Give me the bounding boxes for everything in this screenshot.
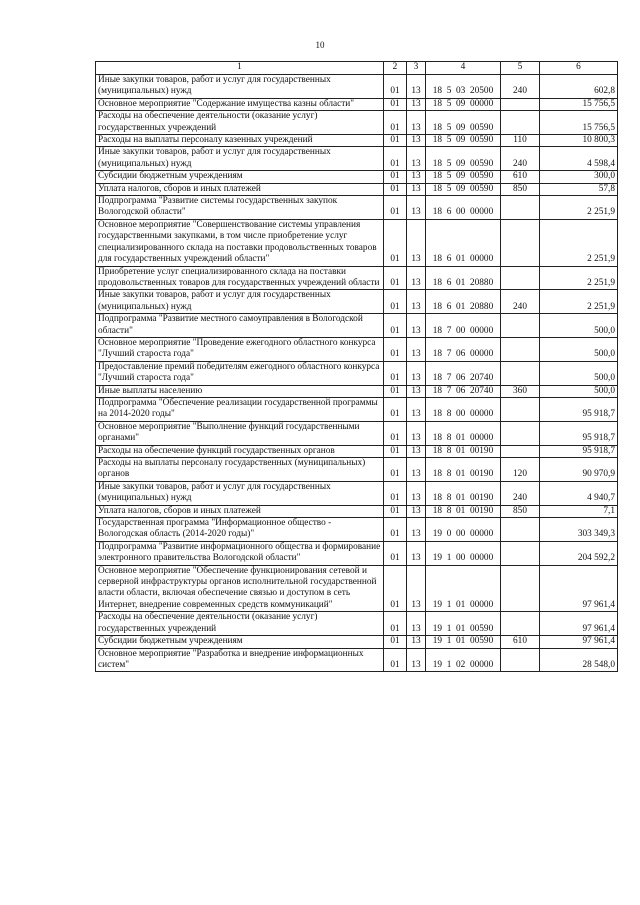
amount-cell: 97 961,4 (540, 612, 618, 636)
target-article-cell: 18 5 09 00590 (426, 135, 501, 147)
target-article-cell: 18 7 00 00000 (426, 314, 501, 338)
table-row (96, 397, 618, 421)
amount-cell: 95 918,7 (540, 397, 618, 421)
expense-type-cell (501, 518, 540, 542)
column-header: 1 (96, 62, 384, 75)
subsection-code-cell: 13 (407, 385, 426, 397)
table-row (96, 111, 618, 135)
target-article-cell: 18 5 09 00590 (426, 171, 501, 183)
expense-type-cell (501, 337, 540, 361)
amount-cell: 500,0 (540, 385, 618, 397)
subsection-code-cell: 13 (407, 648, 426, 672)
row-name-cell: Уплата налогов, сборов и иных платежей (96, 183, 384, 195)
subsection-code-cell: 13 (407, 98, 426, 110)
page-number: 10 (315, 40, 325, 50)
amount-cell: 204 592,2 (540, 541, 618, 565)
subsection-code-cell: 13 (407, 505, 426, 517)
row-name-cell: Иные закупки товаров, работ и услуг для государственных (муниципальных) нужд (96, 75, 384, 99)
expense-type-cell (501, 219, 540, 266)
expense-type-cell: 120 (501, 458, 540, 482)
section-code-cell: 01 (384, 337, 407, 361)
table-row (96, 445, 618, 457)
amount-cell: 4 598,4 (540, 147, 618, 171)
table-row (96, 361, 618, 385)
section-code-cell: 01 (384, 385, 407, 397)
subsection-code-cell: 13 (407, 397, 426, 421)
expense-type-cell: 240 (501, 147, 540, 171)
section-code-cell: 01 (384, 171, 407, 183)
expense-type-cell: 610 (501, 171, 540, 183)
row-name-cell: Иные закупки товаров, работ и услуг для государственных (муниципальных) нужд (96, 147, 384, 171)
subsection-code-cell: 13 (407, 337, 426, 361)
amount-cell: 57,8 (540, 183, 618, 195)
amount-cell: 4 940,7 (540, 481, 618, 505)
amount-cell: 2 251,9 (540, 196, 618, 220)
subsection-code-cell: 13 (407, 290, 426, 314)
row-name-cell: Расходы на обеспечение деятельности (оказание услуг) государственных учреждений (96, 111, 384, 135)
subsection-code-cell: 13 (407, 636, 426, 648)
target-article-cell: 18 8 00 00000 (426, 397, 501, 421)
table-row (96, 219, 618, 266)
amount-cell: 10 800,3 (540, 135, 618, 147)
row-name-cell: Государственная программа "Информационное общество - Вологодская область (2014-2020 годы)" (96, 518, 384, 542)
section-code-cell: 01 (384, 219, 407, 266)
table-row (96, 648, 618, 672)
column-header: 2 (384, 62, 407, 75)
amount-cell: 7,1 (540, 505, 618, 517)
budget-table (95, 61, 618, 672)
target-article-cell: 18 5 09 00590 (426, 147, 501, 171)
target-article-cell: 18 7 06 20740 (426, 385, 501, 397)
section-code-cell: 01 (384, 518, 407, 542)
table-row (96, 290, 618, 314)
subsection-code-cell: 13 (407, 518, 426, 542)
section-code-cell: 01 (384, 314, 407, 338)
row-name-cell: Подпрограмма "Обеспечение реализации государственной программы на 2014-2020 годы" (96, 397, 384, 421)
row-name-cell: Подпрограмма "Развитие информационного общества и формирование электронного правительства Вологодской области" (96, 541, 384, 565)
subsection-code-cell: 13 (407, 421, 426, 445)
subsection-code-cell: 13 (407, 266, 426, 290)
expense-type-cell: 240 (501, 75, 540, 99)
section-code-cell: 01 (384, 75, 407, 99)
table-row (96, 98, 618, 110)
target-article-cell: 18 5 09 00590 (426, 111, 501, 135)
table-row (96, 135, 618, 147)
row-name-cell: Субсидии бюджетным учреждениям (96, 636, 384, 648)
amount-cell: 95 918,7 (540, 421, 618, 445)
target-article-cell: 18 5 03 20500 (426, 75, 501, 99)
expense-type-cell (501, 98, 540, 110)
row-name-cell: Иные закупки товаров, работ и услуг для государственных (муниципальных) нужд (96, 481, 384, 505)
target-article-cell: 18 6 01 20880 (426, 266, 501, 290)
section-code-cell: 01 (384, 196, 407, 220)
section-code-cell: 01 (384, 481, 407, 505)
expense-type-cell: 240 (501, 481, 540, 505)
row-name-cell: Субсидии бюджетным учреждениям (96, 171, 384, 183)
row-name-cell: Основное мероприятие "Выполнение функций государственными органами" (96, 421, 384, 445)
row-name-cell: Подпрограмма "Развитие системы государственных закупок Вологодской области" (96, 196, 384, 220)
amount-cell: 2 251,9 (540, 290, 618, 314)
table-row (96, 266, 618, 290)
row-name-cell: Расходы на выплаты персоналу государственных (муниципальных) органов (96, 458, 384, 482)
section-code-cell: 01 (384, 636, 407, 648)
table-row (96, 314, 618, 338)
target-article-cell: 18 8 01 00190 (426, 445, 501, 457)
table-header-row (96, 62, 618, 75)
amount-cell: 95 918,7 (540, 445, 618, 457)
expense-type-cell (501, 397, 540, 421)
row-name-cell: Уплата налогов, сборов и иных платежей (96, 505, 384, 517)
row-name-cell: Основное мероприятие "Проведение ежегодного областного конкурса "Лучший староста года" (96, 337, 384, 361)
table-row (96, 196, 618, 220)
row-name-cell: Основное мероприятие "Содержание имущества казны области" (96, 98, 384, 110)
expense-type-cell: 850 (501, 183, 540, 195)
subsection-code-cell: 13 (407, 183, 426, 195)
row-name-cell: Приобретение услуг специализированного склада на поставки продовольственных товаров для государственных учреждений области (96, 266, 384, 290)
target-article-cell: 19 0 00 00000 (426, 518, 501, 542)
section-code-cell: 01 (384, 505, 407, 517)
table-row (96, 421, 618, 445)
expense-type-cell: 110 (501, 135, 540, 147)
target-article-cell: 18 7 06 00000 (426, 337, 501, 361)
section-code-cell: 01 (384, 445, 407, 457)
subsection-code-cell: 13 (407, 219, 426, 266)
expense-type-cell (501, 111, 540, 135)
amount-cell: 300,0 (540, 171, 618, 183)
target-article-cell: 18 8 01 00190 (426, 481, 501, 505)
expense-type-cell: 610 (501, 636, 540, 648)
row-name-cell: Основное мероприятие "Разработка и внедрение информационных систем" (96, 648, 384, 672)
target-article-cell: 18 8 01 00190 (426, 505, 501, 517)
target-article-cell: 18 7 06 20740 (426, 361, 501, 385)
table-row (96, 337, 618, 361)
row-name-cell: Расходы на обеспечение функций государственных органов (96, 445, 384, 457)
row-name-cell: Иные закупки товаров, работ и услуг для государственных (муниципальных) нужд (96, 290, 384, 314)
amount-cell: 90 970,9 (540, 458, 618, 482)
subsection-code-cell: 13 (407, 314, 426, 338)
section-code-cell: 01 (384, 397, 407, 421)
amount-cell: 602,8 (540, 75, 618, 99)
section-code-cell: 01 (384, 421, 407, 445)
row-name-cell: Расходы на выплаты персоналу казенных учреждений (96, 135, 384, 147)
target-article-cell: 18 5 09 00000 (426, 98, 501, 110)
subsection-code-cell: 13 (407, 481, 426, 505)
table-row (96, 481, 618, 505)
section-code-cell: 01 (384, 565, 407, 612)
target-article-cell: 19 1 01 00590 (426, 636, 501, 648)
subsection-code-cell: 13 (407, 196, 426, 220)
expense-type-cell: 360 (501, 385, 540, 397)
target-article-cell: 18 6 00 00000 (426, 196, 501, 220)
expense-type-cell (501, 361, 540, 385)
table-row (96, 541, 618, 565)
amount-cell: 2 251,9 (540, 266, 618, 290)
subsection-code-cell: 13 (407, 361, 426, 385)
target-article-cell: 18 6 01 00000 (426, 219, 501, 266)
amount-cell: 15 756,5 (540, 98, 618, 110)
subsection-code-cell: 13 (407, 458, 426, 482)
row-name-cell: Расходы на обеспечение деятельности (оказание услуг) государственных учреждений (96, 612, 384, 636)
row-name-cell: Основное мероприятие "Совершенствование системы управления государственными закупками, в том числе приобретение услуг специализированного склада на поставки продовольственных товаров для государственных учреждений области" (96, 219, 384, 266)
column-header: 4 (426, 62, 501, 75)
expense-type-cell (501, 648, 540, 672)
table-row (96, 171, 618, 183)
section-code-cell: 01 (384, 612, 407, 636)
expense-type-cell (501, 612, 540, 636)
column-header: 3 (407, 62, 426, 75)
expense-type-cell (501, 196, 540, 220)
target-article-cell: 19 1 01 00000 (426, 565, 501, 612)
section-code-cell: 01 (384, 183, 407, 195)
subsection-code-cell: 13 (407, 445, 426, 457)
expense-type-cell (501, 314, 540, 338)
amount-cell: 500,0 (540, 361, 618, 385)
amount-cell: 303 349,3 (540, 518, 618, 542)
target-article-cell: 18 8 01 00190 (426, 458, 501, 482)
row-name-cell: Подпрограмма "Развитие местного самоуправления в Вологодской области" (96, 314, 384, 338)
section-code-cell: 01 (384, 111, 407, 135)
table-row (96, 385, 618, 397)
subsection-code-cell: 13 (407, 75, 426, 99)
subsection-code-cell: 13 (407, 147, 426, 171)
target-article-cell: 19 1 02 00000 (426, 648, 501, 672)
table-row (96, 612, 618, 636)
amount-cell: 2 251,9 (540, 219, 618, 266)
section-code-cell: 01 (384, 541, 407, 565)
subsection-code-cell: 13 (407, 135, 426, 147)
amount-cell: 500,0 (540, 314, 618, 338)
table-row (96, 147, 618, 171)
table-row (96, 636, 618, 648)
amount-cell: 15 756,5 (540, 111, 618, 135)
expense-type-cell (501, 266, 540, 290)
subsection-code-cell: 13 (407, 612, 426, 636)
column-header: 6 (540, 62, 618, 75)
target-article-cell: 18 6 01 20880 (426, 290, 501, 314)
target-article-cell: 19 1 01 00590 (426, 612, 501, 636)
expense-type-cell (501, 565, 540, 612)
subsection-code-cell: 13 (407, 541, 426, 565)
expense-type-cell (501, 541, 540, 565)
row-name-cell: Предоставление премий победителям ежегодного областного конкурса "Лучший староста года" (96, 361, 384, 385)
amount-cell: 97 961,4 (540, 565, 618, 612)
section-code-cell: 01 (384, 458, 407, 482)
expense-type-cell (501, 421, 540, 445)
subsection-code-cell: 13 (407, 565, 426, 612)
section-code-cell: 01 (384, 135, 407, 147)
amount-cell: 28 548,0 (540, 648, 618, 672)
section-code-cell: 01 (384, 648, 407, 672)
amount-cell: 500,0 (540, 337, 618, 361)
row-name-cell: Основное мероприятие "Обеспечение функционирования сетевой и серверной инфраструктуры органов исполнительной государственной власти области, включая обеспечение связью и доступом в сеть Интернет, внедрение современных средств коммуникаций" (96, 565, 384, 612)
column-header: 5 (501, 62, 540, 75)
target-article-cell: 18 5 09 00590 (426, 183, 501, 195)
section-code-cell: 01 (384, 266, 407, 290)
table-body (96, 75, 618, 672)
target-article-cell: 18 8 01 00000 (426, 421, 501, 445)
expense-type-cell (501, 445, 540, 457)
section-code-cell: 01 (384, 147, 407, 171)
table-row (96, 183, 618, 195)
subsection-code-cell: 13 (407, 111, 426, 135)
amount-cell: 97 961,4 (540, 636, 618, 648)
table-row (96, 565, 618, 612)
table-row (96, 518, 618, 542)
expense-type-cell: 240 (501, 290, 540, 314)
row-name-cell: Иные выплаты населению (96, 385, 384, 397)
section-code-cell: 01 (384, 290, 407, 314)
table-row (96, 458, 618, 482)
table-row (96, 505, 618, 517)
table-row (96, 75, 618, 99)
target-article-cell: 19 1 00 00000 (426, 541, 501, 565)
expense-type-cell: 850 (501, 505, 540, 517)
section-code-cell: 01 (384, 361, 407, 385)
subsection-code-cell: 13 (407, 171, 426, 183)
section-code-cell: 01 (384, 98, 407, 110)
